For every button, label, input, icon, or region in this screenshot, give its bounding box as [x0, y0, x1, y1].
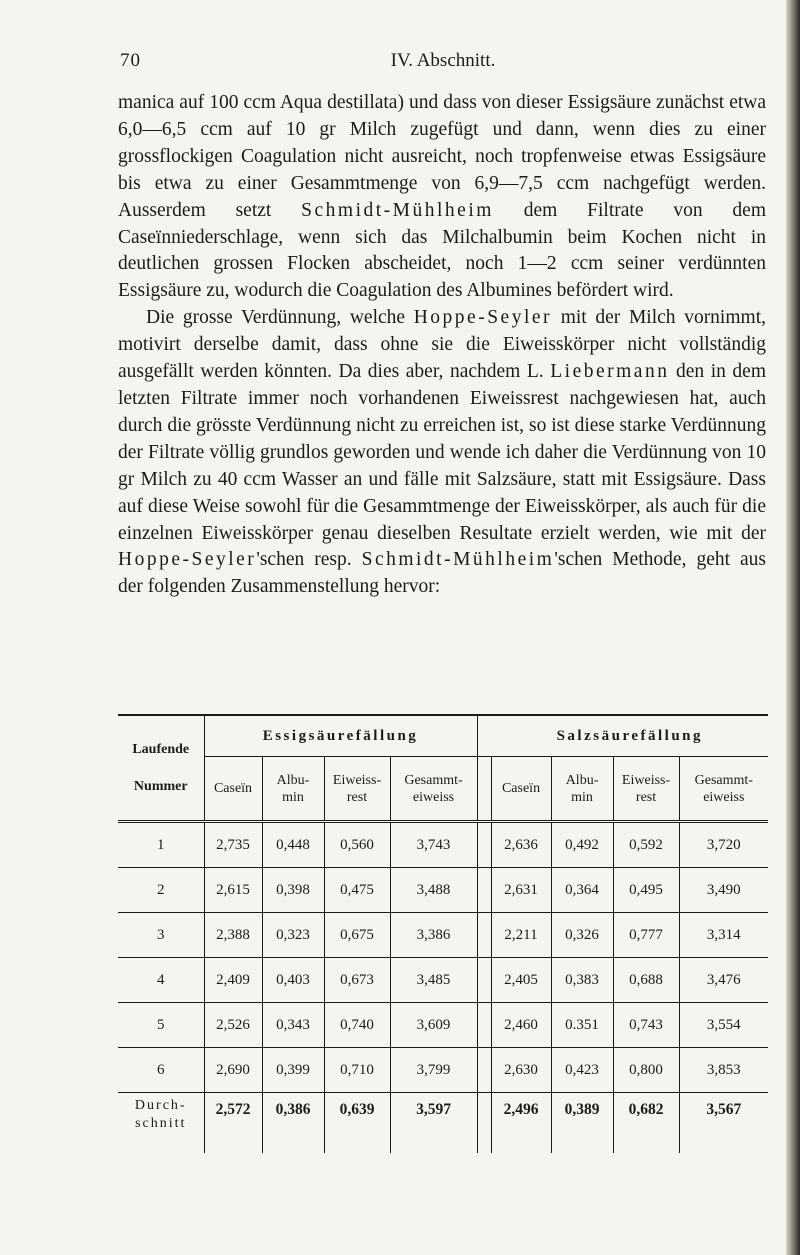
- cell-gap: [477, 1048, 491, 1093]
- group-header-salzsaeure: [477, 715, 768, 757]
- cell-salz-albumin: 0,326: [551, 913, 613, 958]
- subheader-line: Gesammt-: [404, 772, 463, 788]
- column-header-number: [118, 715, 204, 822]
- text-span: 'schen Methode, geht aus der folgenden Zusammenstellung hervor:: [118, 549, 767, 598]
- table-header-row: [118, 715, 768, 757]
- header-spacer: [118, 758, 204, 778]
- subheader-line: eiweiss: [412, 789, 455, 805]
- subheader-eiweissrest: [324, 757, 390, 822]
- author-name: Liebermann: [550, 361, 670, 383]
- cell-gap: [477, 868, 491, 913]
- header-line: Laufende: [132, 742, 190, 757]
- cell-salz-gesammt: 3,314: [679, 913, 768, 958]
- cell-essig-gesammt-avg: 3,597: [390, 1093, 477, 1154]
- cell-salz-gesammt: 3,476: [679, 958, 768, 1003]
- cell-essig-rest: 0,475: [324, 868, 390, 913]
- page-number: 70: [120, 50, 141, 71]
- cell-salz-rest: 0,495: [613, 868, 679, 913]
- table-row: [118, 822, 768, 868]
- cell-salz-gesammt: 3,720: [679, 822, 768, 868]
- cell-salz-casein: 2,211: [491, 913, 551, 958]
- table-row: [118, 1048, 768, 1093]
- cell-salz-rest: 0,592: [613, 822, 679, 868]
- table-summary-row: [118, 1093, 768, 1154]
- cell-essig-gesammt: 3,609: [390, 1003, 477, 1048]
- subheader-line: Albu-: [565, 772, 599, 788]
- cell-nr: 3: [118, 913, 204, 958]
- cell-essig-casein-avg: 2,572: [204, 1093, 262, 1154]
- text-span: 'schen resp.: [256, 549, 362, 571]
- cell-salz-gesammt: 3,554: [679, 1003, 768, 1048]
- cell-salz-albumin: 0,364: [551, 868, 613, 913]
- paragraph-2: [118, 305, 766, 601]
- page-edge-shadow: [786, 0, 800, 1255]
- cell-essig-gesammt: 3,485: [390, 958, 477, 1003]
- subheader-line: Albu-: [276, 772, 310, 788]
- cell-essig-casein: 2,409: [204, 958, 262, 1003]
- cell-essig-gesammt: 3,488: [390, 868, 477, 913]
- subheader-casein: Caseïn: [204, 757, 262, 822]
- subheader-gesammteiweiss: [679, 757, 768, 822]
- subheader-albumin: [551, 757, 613, 822]
- cell-essig-albumin: 0,448: [262, 822, 324, 868]
- cell-essig-albumin-avg: 0,386: [262, 1093, 324, 1154]
- cell-salz-casein: 2,631: [491, 868, 551, 913]
- cell-nr: 4: [118, 958, 204, 1003]
- author-name: Schmidt-Mühlheim: [301, 199, 494, 221]
- cell-salz-gesammt: 3,853: [679, 1048, 768, 1093]
- subheader-line: rest: [346, 789, 368, 805]
- cell-salz-casein: 2,636: [491, 822, 551, 868]
- cell-salz-rest-avg: 0,682: [613, 1093, 679, 1154]
- cell-nr: 6: [118, 1048, 204, 1093]
- cell-salz-gesammt: 3,490: [679, 868, 768, 913]
- cell-essig-gesammt: 3,799: [390, 1048, 477, 1093]
- running-head: IV. Abschnitt.: [390, 50, 496, 71]
- subheader-line: Eiweiss-: [621, 772, 671, 788]
- subheader-eiweissrest: [613, 757, 679, 822]
- cell-salz-rest: 0,800: [613, 1048, 679, 1093]
- group-header-label: Salzsäurefällung: [556, 727, 703, 744]
- cell-salz-casein: 2,405: [491, 958, 551, 1003]
- results-table: [118, 714, 768, 1153]
- group-header-essigsaeure: Essigsäurefällung: [204, 715, 477, 757]
- cell-essig-rest-avg: 0,639: [324, 1093, 390, 1154]
- cell-essig-rest: 0,560: [324, 822, 390, 868]
- cell-salz-gesammt-avg: 3,567: [706, 1101, 742, 1118]
- cell-essig-rest: 0,673: [324, 958, 390, 1003]
- cell-gap: [477, 1003, 491, 1048]
- text-span: Die grosse Verdünnung, welche: [146, 307, 414, 329]
- cell-nr: 1: [118, 822, 204, 868]
- cell-gap: [477, 822, 491, 868]
- author-name: Hoppe-Seyler: [413, 307, 553, 329]
- cell-salz-albumin-avg: 0,389: [551, 1093, 613, 1154]
- summary-label-line: Durch-: [134, 1098, 187, 1113]
- table-row: [118, 868, 768, 913]
- header-line: Nummer: [133, 779, 188, 794]
- subheader-gap: [477, 757, 491, 822]
- text-span: mit der Milch vornimmt, motivirt derselbe damit, dass ohne sie die Eiweisskörper nicht vollständig ausgefällt werden könnten. Da dies aber, nachdem L.: [118, 307, 766, 383]
- cell-salz-rest: 0,743: [613, 1003, 679, 1048]
- results-table-wrapper: [118, 714, 768, 1153]
- cell-salz-rest: 0,688: [613, 958, 679, 1003]
- cell-gap: [477, 958, 491, 1003]
- cell-essig-albumin: 0,323: [262, 913, 324, 958]
- cell-salz-albumin: 0,423: [551, 1048, 613, 1093]
- cell-salz-casein: 2,460: [491, 1003, 551, 1048]
- cell-salz-albumin: 0,383: [551, 958, 613, 1003]
- subheader-line: eiweiss: [703, 789, 745, 805]
- cell-essig-albumin: 0,403: [262, 958, 324, 1003]
- author-name: Schmidt-Mühlheim: [361, 549, 555, 571]
- cell-gap: [477, 913, 491, 958]
- subheader-line: rest: [635, 789, 657, 805]
- cell-essig-albumin: 0,343: [262, 1003, 324, 1048]
- subheader-casein: Caseïn: [491, 757, 551, 822]
- cell-essig-rest: 0,740: [324, 1003, 390, 1048]
- cell-salz-rest: 0,777: [613, 913, 679, 958]
- table-row: [118, 913, 768, 958]
- cell-essig-casein: 2,690: [204, 1048, 262, 1093]
- subheader-line: Eiweiss-: [332, 772, 382, 788]
- cell-essig-gesammt: 3,386: [390, 913, 477, 958]
- subheader-line: min: [571, 789, 593, 805]
- cell-essig-rest: 0,710: [324, 1048, 390, 1093]
- cell-essig-albumin: 0,398: [262, 868, 324, 913]
- cell-durchschnitt-label: [118, 1093, 204, 1154]
- table-subheader-row: [118, 757, 768, 822]
- cell-essig-casein: 2,526: [204, 1003, 262, 1048]
- cell-essig-casein: 2,615: [204, 868, 262, 913]
- text-span: dem Filtrate von dem Caseïnniederschlage, wenn sich das Milchalbumin beim Kochen nicht in deutlichen grossen Flocken abscheidet, noch 1—2 ccm seiner verdünnten Essigsäure zu, wodurch die Coagulation des Albumines befördert wird.: [118, 199, 766, 302]
- body-text: [118, 90, 766, 601]
- cell-essig-rest: 0,675: [324, 913, 390, 958]
- cell-essig-gesammt: 3,743: [390, 822, 477, 868]
- subheader-line: Gesammt-: [694, 772, 753, 788]
- cell-salz-albumin: 0,492: [551, 822, 613, 868]
- summary-label-line: schnitt: [135, 1116, 187, 1131]
- cell-essig-albumin: 0,399: [262, 1048, 324, 1093]
- text-span: den in dem letzten Filtrate immer noch vorhandenen Eiweissrest nachgewiesen hat, auch durch die grösste Verdünnung nicht zu erreichen ist, so ist diese starke Verdünnung der Filtrate völlig grundlos geworden und wende ich daher die Verdünnung von 10 gr Milch zu 40 ccm Wasser an und fälle mit Salzsäure, statt mit Essigsäure. Dass auf diese Weise sowohl für die Gesammtmenge der Eiweisskörper, als auch für die einzelnen Eiweisskörper genau dieselben Resultate erzielt werden, wie mit der: [118, 361, 766, 544]
- cell-salz-casein-avg: 2,496: [491, 1093, 551, 1154]
- text-span: manica auf 100 ccm Aqua destillata) und dass von dieser Essigsäure zunächst etwa 6,0—6,5 ccm auf 10 gr Milch zugefügt und dann, wenn dies zu einer grossflockigen Coagulation nicht ausreicht, noch tropfenweise etwas Essigsäure bis etwa zu einer Gesammtmenge von 6,9—7,5 ccm nachgefügt werden. Ausserdem setzt: [118, 92, 766, 221]
- subheader-albumin: [262, 757, 324, 822]
- cell-salz-albumin: 0.351: [551, 1003, 613, 1048]
- cell-nr: 5: [118, 1003, 204, 1048]
- page-header: [118, 50, 768, 80]
- cell-nr: 2: [118, 868, 204, 913]
- subheader-gesammteiweiss: [390, 757, 477, 822]
- cell-essig-casein: 2,735: [204, 822, 262, 868]
- cell-gap: [477, 1093, 491, 1154]
- author-name: Hoppe-Seyler: [118, 549, 257, 571]
- table-row: [118, 958, 768, 1003]
- table-row: [118, 1003, 768, 1048]
- paragraph-1: [118, 90, 766, 305]
- cell-salz-casein: 2,630: [491, 1048, 551, 1093]
- subheader-line: min: [282, 789, 304, 805]
- cell-essig-casein: 2,388: [204, 913, 262, 958]
